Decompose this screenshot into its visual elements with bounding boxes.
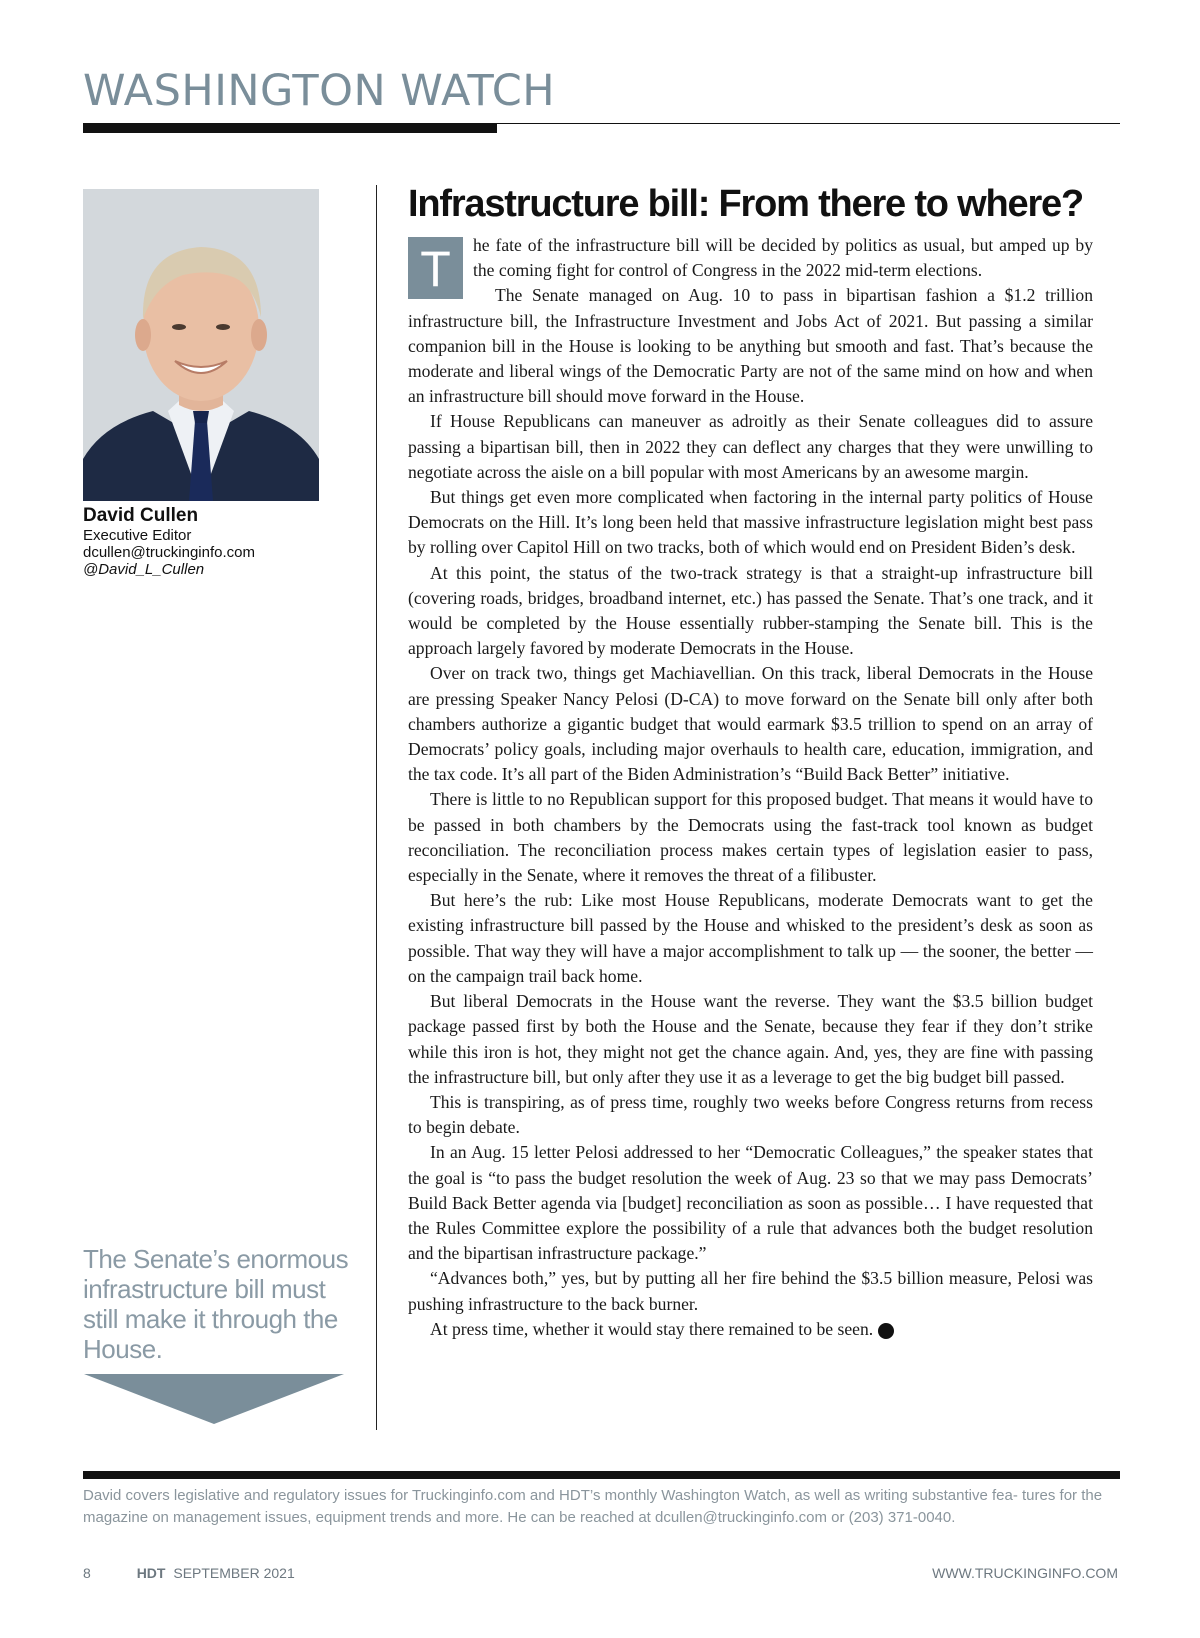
article-paragraph: But liberal Democrats in the House want the reverse. They want the $3.5 billion budget package passed first by both the House and the Senate, because they fear if they don’t strike while this iron is hot, they might not get the chance again. And, yes, they are fine with passing the infrastructure bill, but only after they use it as a leverage to get the big budget bill passed. (408, 991, 1093, 1087)
section-title: WASHINGTON WATCH (83, 66, 556, 116)
article-headline: Infrastructure bill: From there to where? (408, 183, 1084, 225)
author-name: David Cullen (83, 505, 199, 526)
article-paragraph: This is transpiring, as of press time, roughly two weeks before Congress returns from recess to begin debate. (408, 1091, 1093, 1138)
page-folio (83, 1565, 295, 1581)
author-bio-note: David covers legislative and regulatory issues for Truckinginfo.com and HDT’s monthly Washington Watch, as well as writing substantive fea- tures for the magazine on management issues, equipment trends and more. He can be reached at dcullen@truckinginfo.com or (203) 371-0040. (83, 1487, 1103, 1526)
issue-date: SEPTEMBER 2021 (173, 1565, 295, 1581)
article-paragraph: At this point, the status of the two-track strategy is that a straight-up infrastructure bill (covering roads, bridges, broadband internet, etc.) has passed the Senate. That’s one track, and it would be completed by the House essentially rubber-stamping the Senate bill. This is the approach largely favored by moderate Democrats in the House. (408, 562, 1093, 659)
website-url[interactable]: WWW.TRUCKINGINFO.COM (932, 1565, 1118, 1581)
author-byline (83, 505, 255, 578)
article-paragraph: At press time, whether it would stay there remained to be seen. HDT (430, 1318, 912, 1339)
column-divider (376, 185, 377, 1430)
arrow-down-icon (84, 1374, 344, 1424)
header-rule-thick (83, 123, 497, 133)
article-paragraph: The Senate managed on Aug. 10 to pass in bipartisan fashion a $1.2 trillion infrastructure bill, the Infrastructure Investment and Jobs Act of 2021. But passing a similar companion bill in the House is looking to be anything but smooth and fast. That’s because the moderate and liberal wings of the Democratic Party are not of the same mind on how and when an infrastructure bill should move forward in the House. (408, 285, 1093, 407)
article-paragraph: There is little to no Republican support for this proposed budget. That means it would have to be passed in both chambers by the Democrats using the fast-track tool known as budget reconciliation. The reconciliation process makes certain types of legislation easier to pass, especially in the Senate, where it removes the threat of a filibuster. (408, 789, 1093, 886)
article-paragraph: In an Aug. 15 letter Pelosi addressed to her “Democratic Colleagues,” the speaker states that the goal is “to pass the budget resolution the week of Aug. 23 so that we may pass Democrats’ Build Back Better agenda via [budget] reconciliation as soon as possible… I have requested that the Rules Committee explore the possibility of a rule that advances both the budget resolution and the bipartisan infrastructure package.” (408, 1142, 1093, 1264)
publication-name: HDT (136, 1565, 166, 1581)
article-paragraph: But things get even more complicated when factoring in the internal party politics of House Democrats on the Hill. It’s long been held that massive infrastructure legislation might best pass by rolling over Capitol Hill on two tracks, both of which would end on President Biden’s desk. (408, 487, 1093, 558)
article-paragraph: If House Republicans can maneuver as adroitly as their Senate colleagues did to assure passing a bipartisan bill, then in 2022 they can deflect any charges that they were unwilling to negotiate across the aisle on a bill popular with most Americans by an awesome margin. (408, 411, 1093, 482)
header-rule-thin (497, 123, 1120, 124)
article-paragraph: T he fate of the infrastructure bill will be decided by politics as usual, but amped up by the coming fight for control of Congress in the 2022 mid-term elections. (408, 233, 1093, 283)
article-body (408, 233, 1093, 1342)
author-handle[interactable]: @David_L_Cullen (83, 561, 205, 578)
article-paragraph: “Advances both,” yes, but by putting all her fire behind the $3.5 billion measure, Pelosi was pushing infrastructure to the back burner. (408, 1268, 1093, 1314)
article-paragraph: But here’s the rub: Like most House Republicans, moderate Democrats want to get the existing infrastructure bill passed by the House and whisked to the president’s desk as soon as possible. That way they will have a major accomplishment to talk up — the sooner, the better — on the campaign trail back home. (408, 890, 1093, 986)
page-number: 8 (83, 1565, 91, 1581)
author-role: Executive Editor (83, 527, 192, 544)
footer-rule (83, 1471, 1120, 1479)
author-photo (83, 189, 319, 501)
author-email[interactable]: dcullen@truckinginfo.com (83, 544, 255, 561)
pull-quote: The Senate’s enormous infrastructure bill must still make it through the House. (83, 1244, 349, 1364)
hdt-end-mark-icon: HDT (878, 1323, 894, 1339)
drop-cap: T (408, 237, 463, 299)
article-paragraph: Over on track two, things get Machiavellian. On this track, liberal Democrats in the House are pressing Speaker Nancy Pelosi (D-CA) to move forward on the Senate bill only after both chambers authorize a gigantic budget that would earmark $3.5 trillion to spend on an array of Democrats’ policy goals, including major overhauls to health care, education, immigration, and the tax code. It’s all part of the Biden Administration’s “Build Back Better” initiative. (408, 663, 1093, 785)
